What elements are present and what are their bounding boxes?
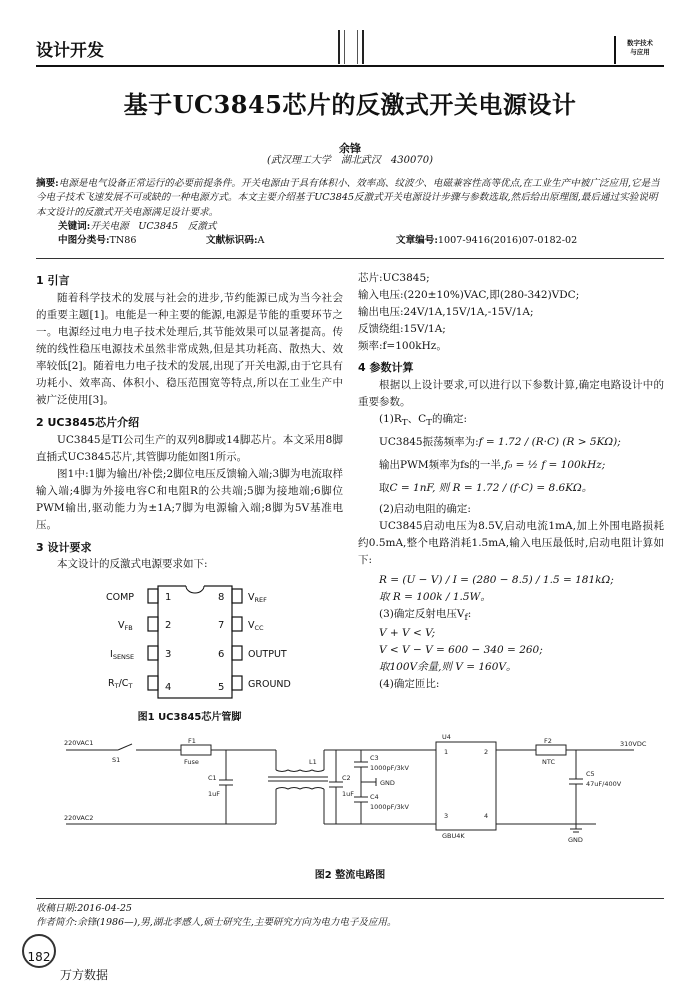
label-gbu4k: GBU4K <box>442 832 465 840</box>
formula-oscillator: UC3845振荡频率为:f = 1.72 / (R·C) (R > 5KΩ); <box>379 436 621 449</box>
footnote-rule <box>36 898 664 899</box>
paper-title: 基于UC3845芯片的反激式开关电源设计 <box>123 90 577 119</box>
clc-number: 中图分类号:TN86 <box>58 235 137 246</box>
label-c2-value: 1uF <box>342 790 354 798</box>
label-s1: S1 <box>112 756 121 764</box>
requirement-chip: 芯片:UC3845; <box>358 272 430 284</box>
pin-label-ground: GROUND <box>248 679 291 690</box>
choke-bottom <box>276 788 324 790</box>
formula-vf-1: V + V < V; <box>379 627 436 640</box>
label-310vdc: 310VDC <box>620 740 647 748</box>
label-c5: C5 <box>586 770 595 778</box>
section-4-paragraph: 根据以上设计要求,可以进行以下参数计算,确定电路设计中的重要参数。 <box>358 378 664 408</box>
label-u4: U4 <box>442 734 451 741</box>
subsection-reflect: (3)确定反射电压$V_f$: <box>379 608 472 624</box>
pin-label-isense: $I_{SENSE}$ <box>110 649 135 661</box>
section-2-paragraph-2: 图1中:1脚为输出/补偿;2脚位电压反馈输入端;3脚为电流取样输入端;4脚为外接电容C和电阻R的公共端;5脚为接地端;6脚位PWM输出,驱动能力为±1A;7脚为电源输入端;8脚为5V基准电压。 <box>36 467 343 531</box>
startup-paragraph: UC3845启动电压为8.5V,启动电流1mA,加上外围电路损耗约0.5mA,整个电路消耗1.5mA,输入电压最低时,启动电阻计算如下: <box>358 520 664 567</box>
label-gnd-2: GND <box>568 836 583 844</box>
section-2-paragraph-1: UC3845是TI公司生产的双列8脚或14脚芯片。本文采用8脚直插式UC3845芯片,其管脚功能如图1所示。 <box>36 433 343 463</box>
right-column <box>358 270 664 693</box>
pin-1 <box>148 589 158 603</box>
label-c3: C3 <box>370 754 379 762</box>
rectifier-circuit-figure <box>36 734 664 846</box>
received-date: 收稿日期:2016-04-25 <box>36 903 132 914</box>
pin-number-5: 5 <box>218 682 225 693</box>
pin-6 <box>232 646 242 660</box>
pin-number-4: 4 <box>165 682 172 693</box>
label-c2: C2 <box>342 774 351 782</box>
label-ntc: NTC <box>542 758 555 766</box>
bridge-pin-2: 2 <box>484 748 489 756</box>
chip-pinout-figure <box>96 580 296 705</box>
abstract <box>36 177 664 220</box>
subsection-rt-ct: $(1)R_T$、$C_T$的确定: <box>379 412 468 428</box>
choke-top <box>276 770 324 772</box>
pin-4 <box>148 676 158 690</box>
formula-rin-choice: 取 R = 100k / 1.5W。 <box>379 591 491 604</box>
pin-label-output: OUTPUT <box>248 649 287 660</box>
author-bio: 作者简介:余锋(1986—),男,湖北孝感人,硕士研究生,主要研究方向为电力电子及应用。 <box>36 917 397 928</box>
formula-pwm: 输出PWM频率为fs的一半,f₀ = ½ f = 100kHz; <box>379 459 606 472</box>
pin-number-1: 1 <box>165 592 172 603</box>
section-4-title: 4 参数计算 <box>358 361 414 374</box>
left-column <box>36 272 343 573</box>
affiliation: (武汉理工大学 湖北武汉 430070) <box>267 155 433 166</box>
requirement-output: 输出电压:24V/1A,15V/1A,-15V/1A; <box>358 306 534 318</box>
abstract-text: 电源是电气设备正常运行的必要前提条件。开关电源由于具有体积小、效率高、纹波少、电磁兼容性高等优点,在工业生产中被广泛应用,它是当今电子技术飞速发展不可或缺的一种电源方式。本文主要介绍基于UC3845反激式开关电源设计步骤与参数选取,然后给出原理图,最后通过实验说明本文设计的反激式开关电源满足设计要求。 <box>36 178 660 218</box>
requirement-frequency: 频率:f=100kHz。 <box>358 340 447 352</box>
formula-vf-3: 取100V余量,则 V = 160V。 <box>379 661 517 674</box>
pin-3 <box>148 646 158 660</box>
label-f2: F2 <box>544 737 552 745</box>
label-vac2: 220VAC2 <box>64 814 94 822</box>
label-c4: C4 <box>370 793 379 801</box>
pin-number-2: 2 <box>165 620 172 631</box>
abstract-label: 摘要: <box>36 178 59 189</box>
switch-s1 <box>118 744 132 750</box>
header-rule <box>36 65 664 67</box>
formula-rin: R = (U − V) / I = (280 − 8.5) / 1.5 = 181kΩ; <box>379 574 614 587</box>
label-vac1: 220VAC1 <box>64 739 94 747</box>
label-gnd-1: GND <box>380 779 395 787</box>
pin-number-3: 3 <box>165 649 172 660</box>
pin-label-vref: $V_{REF}$ <box>248 592 267 604</box>
section-2-title: 2 UC3845芯片介绍 <box>36 415 140 429</box>
pin-7 <box>232 617 242 631</box>
pin-label-comp: COMP <box>106 592 135 603</box>
bridge-pin-3: 3 <box>444 812 449 820</box>
bridge-pin-4: 4 <box>484 812 489 820</box>
pin-label-vcc: $V_{CC}$ <box>248 620 264 632</box>
page-number: 182 <box>22 934 56 968</box>
formula-rt: 取C = 1nF, 则 R = 1.72 / (f·C) = 8.6KΩ。 <box>379 482 593 495</box>
pin-label-rtct: $R_T/C_T$ <box>108 678 133 690</box>
label-f1: F1 <box>188 737 196 745</box>
pin-number-8: 8 <box>218 592 225 603</box>
section-3-title: 3 设计要求 <box>36 540 92 554</box>
label-c1: C1 <box>208 774 217 782</box>
pin-number-6: 6 <box>218 649 225 660</box>
keywords: 关键词:开关电源 UC3845 反激式 <box>58 221 217 232</box>
label-c3-value: 1000pF/3kV <box>370 764 409 772</box>
ntc-f2 <box>536 745 566 755</box>
label-fuse: Fuse <box>184 758 199 766</box>
fuse-f1 <box>181 745 211 755</box>
article-number: 文章编号:1007-9416(2016)07-0182-02 <box>396 235 578 246</box>
section-1-title: 1 引言 <box>36 274 70 287</box>
subsection-turns: (4)确定匝比: <box>379 678 440 691</box>
section-1-paragraph: 随着科学技术的发展与社会的进步,节约能源已成为当今社会的重要主题[1]。电能是一种主要的能源,电源是节能的重要环节之一。电源经过电力电子技术处理后,其节能效果可以显著提高。传统的线性稳压电源技术虽然非常成熟,但是其功耗高、散热大、效率较低[2]。随着电力电子技术的发展,出现了开关电源,由于它具有功耗小、效率高、体积小、稳压范围宽等特点,所以在工业生产中被广泛使用[3]。 <box>36 291 343 406</box>
abstract-divider <box>36 258 664 259</box>
doc-code: 文献标识码:A <box>206 235 265 246</box>
section-3-paragraph: 本文设计的反激式电源要求如下: <box>57 558 208 571</box>
watermark: 万方数据 <box>60 968 109 982</box>
formula-vf-2: V < V − V = 600 − 340 = 260; <box>379 644 543 657</box>
journal-logo: 数字技术 与应用 <box>614 36 664 64</box>
figure-1-caption: 图1 UC3845芯片管脚 <box>137 712 242 723</box>
pin-label-vfb: $V_{FB}$ <box>118 620 133 632</box>
header-decoration-inner <box>344 30 358 64</box>
requirement-feedback: 反馈绕组:15V/1A; <box>358 323 446 335</box>
label-c4-value: 1000pF/3kV <box>370 803 409 811</box>
label-l1: L1 <box>309 758 317 766</box>
section-title: 设计开发 <box>36 41 104 61</box>
pin-8 <box>232 589 242 603</box>
subsection-startup: (2)启动电阻的确定: <box>379 503 471 516</box>
author: 余锋 <box>339 142 361 155</box>
label-c5-value: 47uF/400V <box>586 780 622 788</box>
requirement-input: 输入电压:(220±10%)VAC,即(280-342)VDC; <box>358 289 580 301</box>
figure-2-caption: 图2 整流电路图 <box>314 870 386 881</box>
label-c1-value: 1uF <box>208 790 220 798</box>
pin-number-7: 7 <box>218 620 225 631</box>
pin-2 <box>148 617 158 631</box>
bridge-pin-1: 1 <box>444 748 449 756</box>
pin-5 <box>232 676 242 690</box>
